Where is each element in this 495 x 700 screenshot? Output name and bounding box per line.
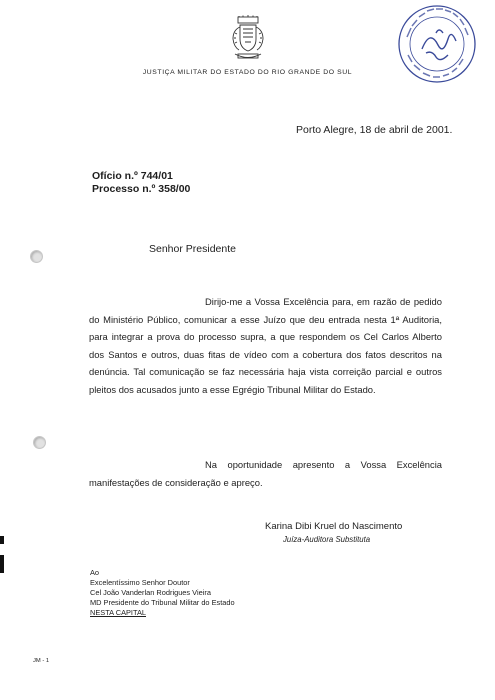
addressee-line: Cel João Vanderlan Rodrigues Vieira xyxy=(90,588,211,597)
footer-code: JM - 1 xyxy=(33,658,50,664)
signer-role: Juíza-Auditora Substituta xyxy=(283,535,371,544)
letterhead-title: JUSTIÇA MILITAR DO ESTADO DO RIO GRANDE DO SUL xyxy=(142,69,353,76)
punch-hole xyxy=(33,436,46,449)
punch-hole xyxy=(30,250,43,263)
signer-name: Karina Dibi Kruel do Nascimento xyxy=(265,521,403,532)
processo-number: Processo n.º 358/00 xyxy=(92,183,191,195)
addressee-line: MD Presidente do Tribunal Militar do Estado xyxy=(90,598,235,607)
official-stamp-icon xyxy=(396,3,478,85)
body-paragraph-2-text: Na oportunidade apresento a Vossa Excelência manifestações de consideração e apreço. xyxy=(89,459,442,488)
addressee-line: NESTA CAPITAL xyxy=(90,608,146,617)
scan-edge-mark xyxy=(0,555,4,573)
addressee-block xyxy=(90,568,235,618)
body-paragraph xyxy=(89,293,442,399)
document-references xyxy=(92,170,190,196)
body-paragraph xyxy=(89,456,442,491)
salutation: Senhor Presidente xyxy=(149,243,236,255)
addressee-line: Excelentíssimo Senhor Doutor xyxy=(90,578,190,587)
coat-of-arms-icon xyxy=(229,15,267,61)
oficio-number: Ofício n.º 744/01 xyxy=(92,170,173,182)
addressee-line: Ao xyxy=(90,568,100,577)
body-paragraph-1-text: Dirijo-me a Vossa Excelência para, em razão de pedido do Ministério Público, comunicar a esse Juízo que deu entrada nesta 1ª Auditoria, para integrar a prova do processo supra, a que respondem os Cel Carlos Alberto dos Santos e outros, duas fitas de vídeo com a cobertura dos fatos descritos na denúncia. Tal comunicação se faz necessária haja vista correição parcial e outros pleitos dos acusados junto a esse Egrégio Tribunal Militar do Estado. xyxy=(89,296,442,395)
scan-edge-mark xyxy=(0,536,4,544)
date-line: Porto Alegre, 18 de abril de 2001. xyxy=(296,124,453,136)
